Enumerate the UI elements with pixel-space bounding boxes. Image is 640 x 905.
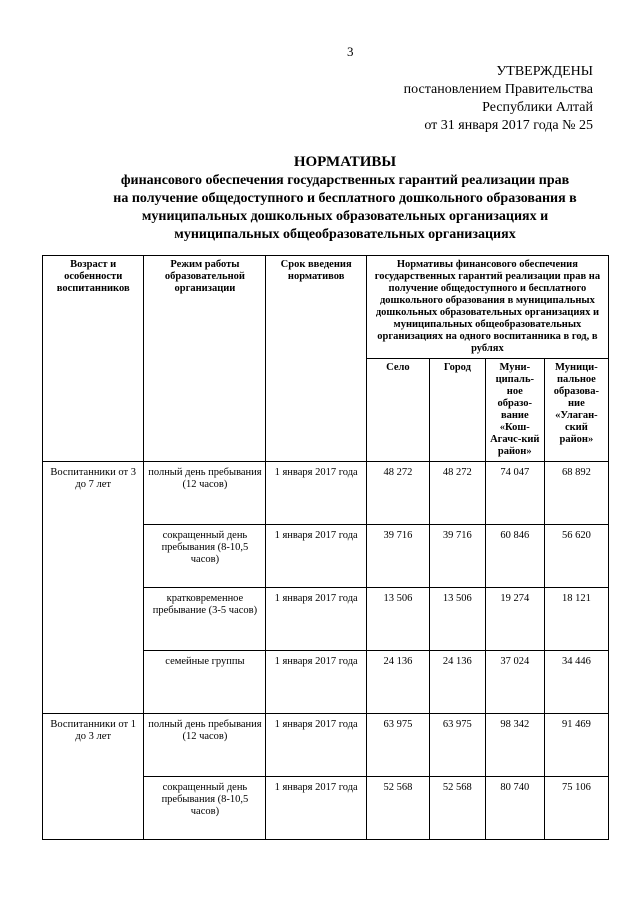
title-line: муниципальных дошкольных образовательных организациях и <box>141 209 549 224</box>
header-gorod: Город <box>429 359 485 462</box>
gorod-cell: 39 716 <box>429 525 485 588</box>
mode-cell: кратковременное пребывание (3-5 часов) <box>144 588 266 651</box>
age-cell: Воспитанники от 1 до 3 лет <box>43 714 144 840</box>
mode-cell: сокращенный день пребывания (8-10,5 часов) <box>144 777 266 840</box>
ulagan-cell: 34 446 <box>544 651 608 714</box>
mode-cell: семейные группы <box>144 651 266 714</box>
document-title <box>40 153 640 244</box>
date-cell: 1 января 2017 года <box>266 777 366 840</box>
title-main: НОРМАТИВЫ <box>293 154 397 170</box>
mode-cell: сокращенный день пребывания (8-10,5 часов) <box>144 525 266 588</box>
gorod-cell: 24 136 <box>429 651 485 714</box>
selo-cell: 63 975 <box>366 714 429 777</box>
ulagan-cell: 18 121 <box>544 588 608 651</box>
kosh-agach-cell: 98 342 <box>485 714 544 777</box>
selo-cell: 13 506 <box>366 588 429 651</box>
norms-table <box>42 255 609 840</box>
title-line: муниципальных общеобразовательных организациях <box>174 227 516 242</box>
date-cell: 1 января 2017 года <box>266 525 366 588</box>
header-norms: Нормативы финансового обеспечения государственных гарантий реализации прав на получение общедоступного и бесплатного дошкольного образования в муниципальных дошкольных образовательных организациях и муниципальных общеобразовательных организациях на одного воспитанника в год, в рублях <box>366 256 608 359</box>
selo-cell: 24 136 <box>366 651 429 714</box>
header-kosh-agach: Муни-ципаль-ное образо-вание «Кош-Агачс-кий район» <box>485 359 544 462</box>
kosh-agach-cell: 74 047 <box>485 462 544 525</box>
header-ulagan: Муници-пальное образова-ние «Улаган-ский район» <box>544 359 608 462</box>
title-line: на получение общедоступного и бесплатного дошкольного образования в <box>113 191 577 206</box>
selo-cell: 39 716 <box>366 525 429 588</box>
approval-block <box>353 63 593 135</box>
kosh-agach-cell: 60 846 <box>485 525 544 588</box>
selo-cell: 52 568 <box>366 777 429 840</box>
header-mode: Режим работы образовательной организации <box>144 256 266 462</box>
date-cell: 1 января 2017 года <box>266 462 366 525</box>
date-cell: 1 января 2017 года <box>266 588 366 651</box>
date-cell: 1 января 2017 года <box>266 651 366 714</box>
approval-line: Республики Алтай <box>482 100 593 115</box>
mode-cell: полный день пребывания (12 часов) <box>144 462 266 525</box>
gorod-cell: 63 975 <box>429 714 485 777</box>
page-number: 3 <box>347 44 354 59</box>
selo-cell: 48 272 <box>366 462 429 525</box>
header-date: Срок введения нормативов <box>266 256 366 462</box>
approval-line: постановлением Правительства <box>403 82 593 97</box>
table-row <box>43 462 609 525</box>
header-age: Возраст и особенности воспитанников <box>43 256 144 462</box>
table-header <box>43 256 609 462</box>
gorod-cell: 13 506 <box>429 588 485 651</box>
ulagan-cell: 75 106 <box>544 777 608 840</box>
approval-title: УТВЕРЖДЕНЫ <box>496 64 593 79</box>
date-cell: 1 января 2017 года <box>266 714 366 777</box>
kosh-agach-cell: 37 024 <box>485 651 544 714</box>
ulagan-cell: 68 892 <box>544 462 608 525</box>
ulagan-cell: 56 620 <box>544 525 608 588</box>
gorod-cell: 48 272 <box>429 462 485 525</box>
header-selo: Село <box>366 359 429 462</box>
gorod-cell: 52 568 <box>429 777 485 840</box>
approval-line: от 31 января 2017 года № 25 <box>424 118 593 133</box>
age-cell: Воспитанники от 3 до 7 лет <box>43 462 144 714</box>
kosh-agach-cell: 80 740 <box>485 777 544 840</box>
mode-cell: полный день пребывания (12 часов) <box>144 714 266 777</box>
ulagan-cell: 91 469 <box>544 714 608 777</box>
title-line: финансового обеспечения государственных гарантий реализации прав <box>120 173 570 188</box>
table-row <box>43 714 609 777</box>
kosh-agach-cell: 19 274 <box>485 588 544 651</box>
